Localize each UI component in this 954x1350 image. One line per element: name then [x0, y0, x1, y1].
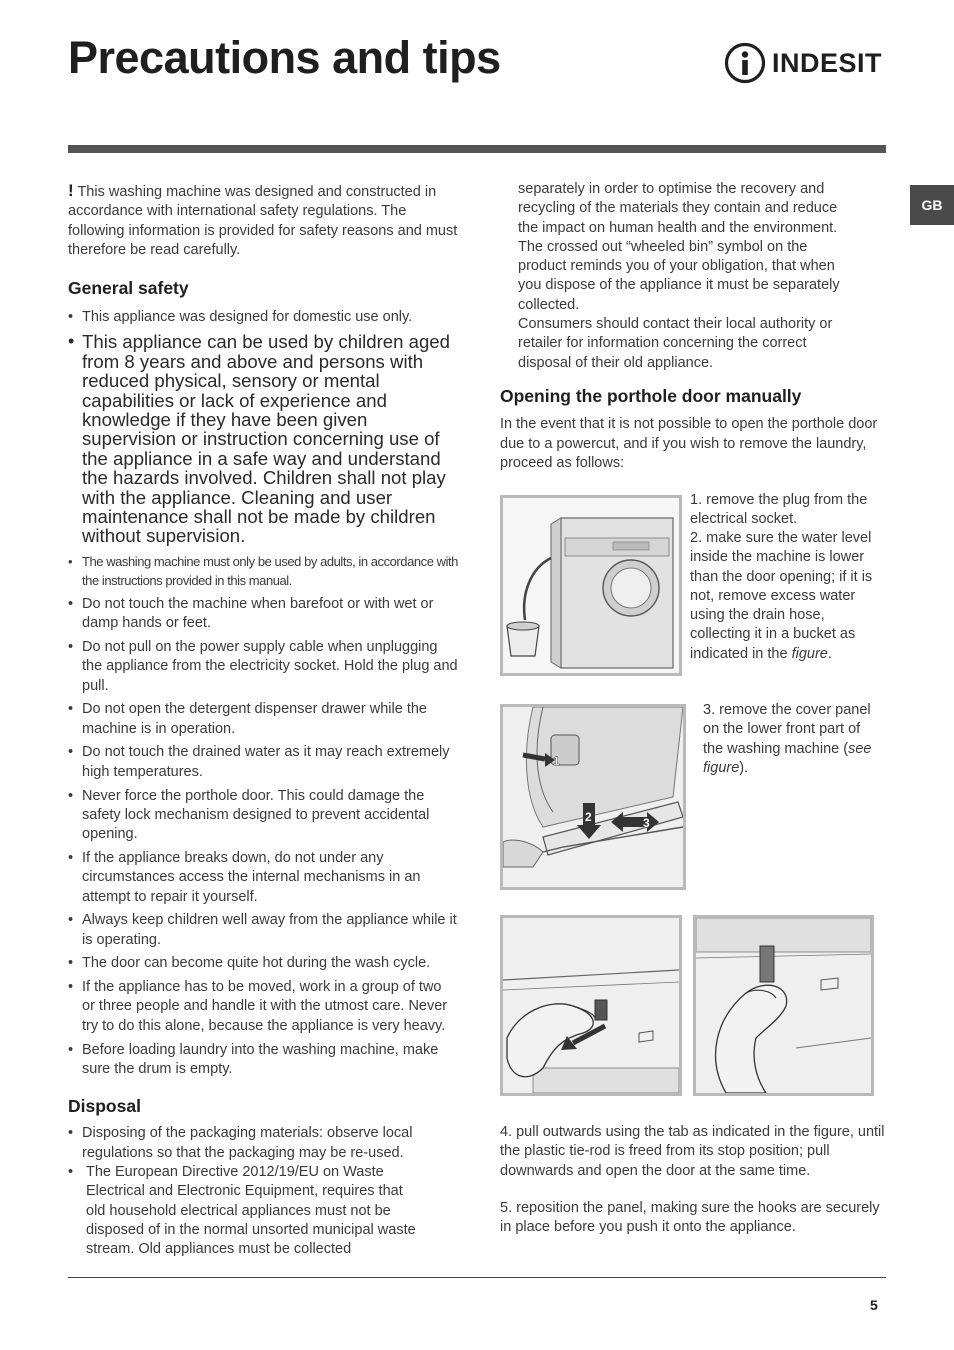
list-item: • This appliance was designed for domestic use only.: [68, 308, 458, 327]
disposal-heading: Disposal: [68, 1096, 141, 1117]
general-safety-heading: General safety: [68, 278, 189, 299]
pull-tab-illustration: [503, 918, 679, 1093]
general-safety-list: [68, 308, 458, 1079]
porthole-intro: In the event that it is not possible to open the porthole door due to a powercut, and if you wish to remove the laundry, proceed as follows:: [500, 416, 878, 471]
list-item: • Do not touch the drained water as it may reach extremely high temperatures.: [68, 743, 458, 782]
list-item: • The door can become quite hot during the wash cycle.: [68, 954, 458, 973]
tie-rod-illustration: [696, 918, 871, 1093]
indesit-logo-icon: [724, 42, 766, 84]
step-2-text-a: 2. make sure the water level inside the machine is lower than the door opening; if it is not, remove excess water using the drain hose, collecting it in a bucket as indicated in the: [690, 530, 873, 662]
brand-name: INDESIT: [772, 47, 883, 78]
step-3-text-b: ).: [739, 759, 749, 776]
figure-cover-panel: [500, 704, 686, 890]
list-item: • Do not touch the machine when barefoot or with wet or damp hands or feet.: [68, 595, 458, 634]
washing-machine-illustration: [503, 498, 679, 673]
cover-panel-illustration: [503, 707, 683, 887]
disposal-continued: separately in order to optimise the recovery and recycling of the materials they contain and reduce the impact on human health and the environment. The crossed out “wheeled bin” symbol on the product reminds you of your obligation, that when you dispose of the appliance it must be separately collected.: [518, 181, 840, 313]
language-tab: GB: [910, 185, 954, 225]
step-5-text: 5. reposition the panel, making sure the hooks are securely in place before you push it onto the appliance.: [500, 1200, 880, 1236]
list-item: • Do not open the detergent dispenser drawer while the machine is in operation.: [68, 700, 458, 739]
step-2-text: [690, 529, 885, 664]
list-item: • The washing machine must only be used by adults, in accordance with the instructions provided in this manual.: [68, 552, 458, 591]
list-item: • This appliance can be used by children aged from 8 years and above and persons with reduced physical, sensory or mental capabilities or lack of experience and knowledge if they have been given supervision or instruction concerning use of the appliance in a safe way and understand the hazards involved. Children shall not play with the appliance. Cleaning and user maintenance shall not be made by children without supervision.: [68, 332, 458, 545]
step-3-text-em: see figure: [703, 740, 872, 776]
step-3-text-a: 3. remove the cover panel on the lower front part of the washing machine (: [703, 702, 871, 757]
porthole-heading: Opening the porthole door manually: [500, 385, 802, 406]
warning-mark: !: [68, 181, 74, 200]
list-item: • Do not pull on the power supply cable when unplugging the appliance from the electricity socket. Hold the plug and pull.: [68, 638, 458, 696]
figure-tie-rod: [693, 915, 874, 1096]
page-title: Precautions and tips: [68, 32, 501, 83]
list-item: • If the appliance breaks down, do not under any circumstances access the internal mechanisms in an attempt to repair it yourself.: [68, 849, 458, 907]
list-item: • If the appliance has to be moved, work in a group of two or three people and handle it with the utmost care. Never try to do this alone, because the appliance is very heavy.: [68, 978, 458, 1036]
right-column: [500, 180, 890, 473]
step-4-text: 4. pull outwards using the tab as indicated in the figure, until the plastic tie-rod is freed from its stop position; pull downwards and open the door at the same time.: [500, 1124, 885, 1179]
figure-label-1: 1: [553, 754, 560, 768]
figure-drain-hose: [500, 495, 682, 676]
footer-rule: [68, 1277, 886, 1278]
list-item: • Never force the porthole door. This could damage the safety lock mechanism designed to prevent accidental opening.: [68, 787, 458, 845]
list-item: • Always keep children well away from the appliance while it is operating.: [68, 911, 458, 950]
list-item: • Before loading laundry into the washing machine, make sure the drum is empty.: [68, 1041, 458, 1080]
intro-text: This washing machine was designed and constructed in accordance with international safety regulations. The following information is provided for safety reasons and must therefore be read carefully.: [68, 184, 458, 258]
step-3-text: [703, 701, 883, 778]
disposal-contact: Consumers should contact their local authority or retailer for information concerning the correct disposal of their old appliance.: [518, 316, 833, 371]
figure-pull-tab: [500, 915, 682, 1096]
disposal-list: [68, 1124, 458, 1259]
list-item: • Disposing of the packaging materials: observe local regulations so that the packaging may be re-used.: [68, 1124, 458, 1163]
step-2-text-b: .: [827, 645, 832, 662]
figure-label-2: 2: [585, 810, 592, 824]
left-column: [68, 181, 458, 1264]
step-2-text-em: figure: [791, 645, 828, 662]
step-1-text: 1. remove the plug from the electrical socket.: [690, 492, 868, 528]
page-number: 5: [870, 1297, 878, 1313]
brand-logo: [724, 42, 882, 84]
figure-label-3: 3: [643, 816, 650, 830]
list-item: • The European Directive 2012/19/EU on Waste Electrical and Electronic Equipment, requires that old household electrical appliances must not be disposed of in the normal unsorted municipal waste stream. Old appliances must be collected: [68, 1163, 426, 1259]
header-rule: [68, 145, 886, 153]
intro-paragraph: [68, 181, 458, 260]
